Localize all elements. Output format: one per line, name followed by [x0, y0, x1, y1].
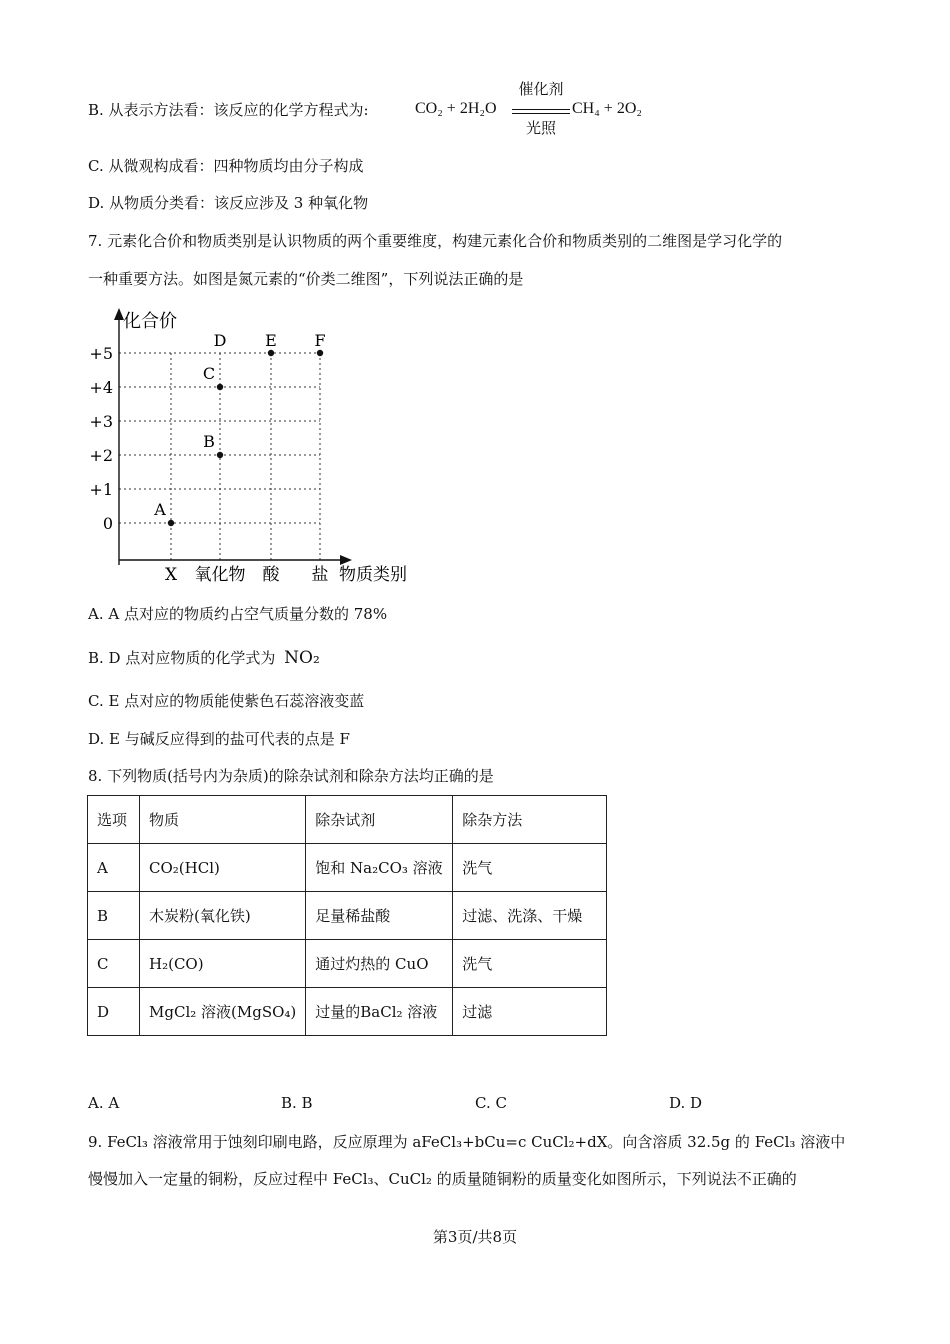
table-cell: 过量的BaCl₂ 溶液 [306, 988, 453, 1036]
q7-stem-line-1: 7. 元素化合价和物质类别是认识物质的两个重要维度，构建元素化合价和物质类别的二维图是学习化学的 [88, 232, 783, 250]
point-label-b: B [203, 432, 215, 451]
table-cell: 饱和 Na₂CO₃ 溶液 [306, 844, 453, 892]
table-header-cell: 物质 [140, 796, 306, 844]
table-cell: CO₂(HCl) [140, 844, 306, 892]
q7-option-a: A. A 点对应的物质约占空气质量分数的 78% [88, 605, 388, 623]
q6-option-b: B. 从表示方法看：该反应的化学方程式为: [88, 101, 369, 119]
data-point-a [168, 520, 174, 526]
q7-option-d: D. E 与碱反应得到的盐可代表的点是 F [88, 730, 350, 748]
q6-equation-condition-bottom: 光照 [525, 119, 556, 137]
q9-line-1: 9. FeCl₃ 溶液常用于蚀刻印刷电路，反应原理为 aFeCl₃+bCu=c CuCl₂+dX。向含溶质 32.5g 的 FeCl₃ 溶液中 [88, 1133, 846, 1151]
q8-stem: 8. 下列物质(括号内为杂质)的除杂试剂和除杂方法均正确的是 [88, 767, 494, 785]
impurity-removal-table [87, 795, 607, 1036]
table-cell: 通过灼热的 CuO [306, 940, 453, 988]
q7-stem-line-2: 一种重要方法。如图是氮元素的“价类二维图”，下列说法正确的是 [88, 270, 524, 288]
q7-option-b-text: B. D 点对应物质的化学式为 [88, 649, 276, 667]
point-label-e: E [265, 331, 277, 350]
table-cell: H₂(CO) [140, 940, 306, 988]
point-label-f: F [314, 331, 326, 350]
x-axis-arrow [340, 555, 352, 565]
table-cell: 木炭粉(氧化铁) [140, 892, 306, 940]
table-header-row [88, 796, 607, 844]
y-tick-label: +2 [89, 446, 113, 465]
table-row [88, 988, 607, 1036]
x-category-label: 盐 [311, 565, 329, 585]
y-tick-label: +1 [89, 480, 113, 499]
q8-choice-d: D. D [669, 1094, 703, 1112]
data-point-b [217, 452, 223, 458]
q6-option-d: D. 从物质分类看：该反应涉及 3 种氧化物 [88, 194, 369, 212]
table-cell: B [88, 892, 140, 940]
q7-option-c: C. E 点对应的物质能使紫色石蕊溶液变蓝 [88, 692, 365, 710]
y-tick-label: +3 [89, 412, 113, 431]
y-tick-label: +4 [89, 378, 113, 397]
q8-choice-c: C. C [475, 1094, 507, 1112]
point-label-d: D [213, 331, 227, 350]
q6-equation-condition-top: 催化剂 [518, 80, 564, 98]
q9-line-2: 慢慢加入一定量的铜粉，反应过程中 FeCl₃、CuCl₂ 的质量随铜粉的质量变化如图所示，下列说法不正确的 [88, 1170, 797, 1188]
q6-equation-equals-sign [512, 109, 570, 114]
table-cell: C [88, 940, 140, 988]
table-header-cell: 除杂方法 [453, 796, 607, 844]
page-footer: 第3页/共8页 [432, 1228, 518, 1246]
table-cell: 洗气 [453, 940, 607, 988]
point-label-a: A [154, 500, 166, 519]
x-category-label: X [164, 565, 178, 585]
table-header-cell: 除杂试剂 [306, 796, 453, 844]
data-point-f [317, 350, 323, 356]
table-cell: MgCl₂ 溶液(MgSO₄) [140, 988, 306, 1036]
x-category-label: 酸 [262, 565, 280, 585]
table-cell: 过滤 [453, 988, 607, 1036]
y-tick-label: 0 [102, 514, 113, 533]
point-label-c: C [202, 364, 216, 383]
chart-x-label: 物质类别 [339, 565, 407, 585]
data-points [153, 331, 325, 526]
q7-option-b-formula: NO₂ [284, 648, 320, 668]
x-category-label: 氧化物 [194, 565, 246, 585]
y-tick-label: +5 [89, 344, 113, 363]
table-row [88, 940, 607, 988]
q6-equation-right: CH₄ + 2O₂ [572, 100, 642, 117]
table-cell: 洗气 [453, 844, 607, 892]
q6-equation-left: CO₂ + 2H₂O [415, 100, 497, 117]
q7-option-b [88, 648, 320, 668]
data-point-e [268, 350, 274, 356]
table-row [88, 844, 607, 892]
table-header-cell: 选项 [88, 796, 140, 844]
q8-choice-b: B. B [281, 1094, 313, 1112]
table-cell: 足量稀盐酸 [306, 892, 453, 940]
table-row [88, 892, 607, 940]
valence-category-chart [85, 305, 430, 590]
table-cell: A [88, 844, 140, 892]
data-point-c [217, 384, 223, 390]
q6-option-c: C. 从微观构成看：四种物质均由分子构成 [88, 157, 364, 175]
x-category-labels [165, 565, 329, 585]
chart-y-label: 化合价 [123, 311, 177, 332]
q8-choice-a: A. A [88, 1094, 120, 1112]
y-tick-labels [89, 344, 113, 533]
table-cell: 过滤、洗涤、干燥 [453, 892, 607, 940]
table-cell: D [88, 988, 140, 1036]
